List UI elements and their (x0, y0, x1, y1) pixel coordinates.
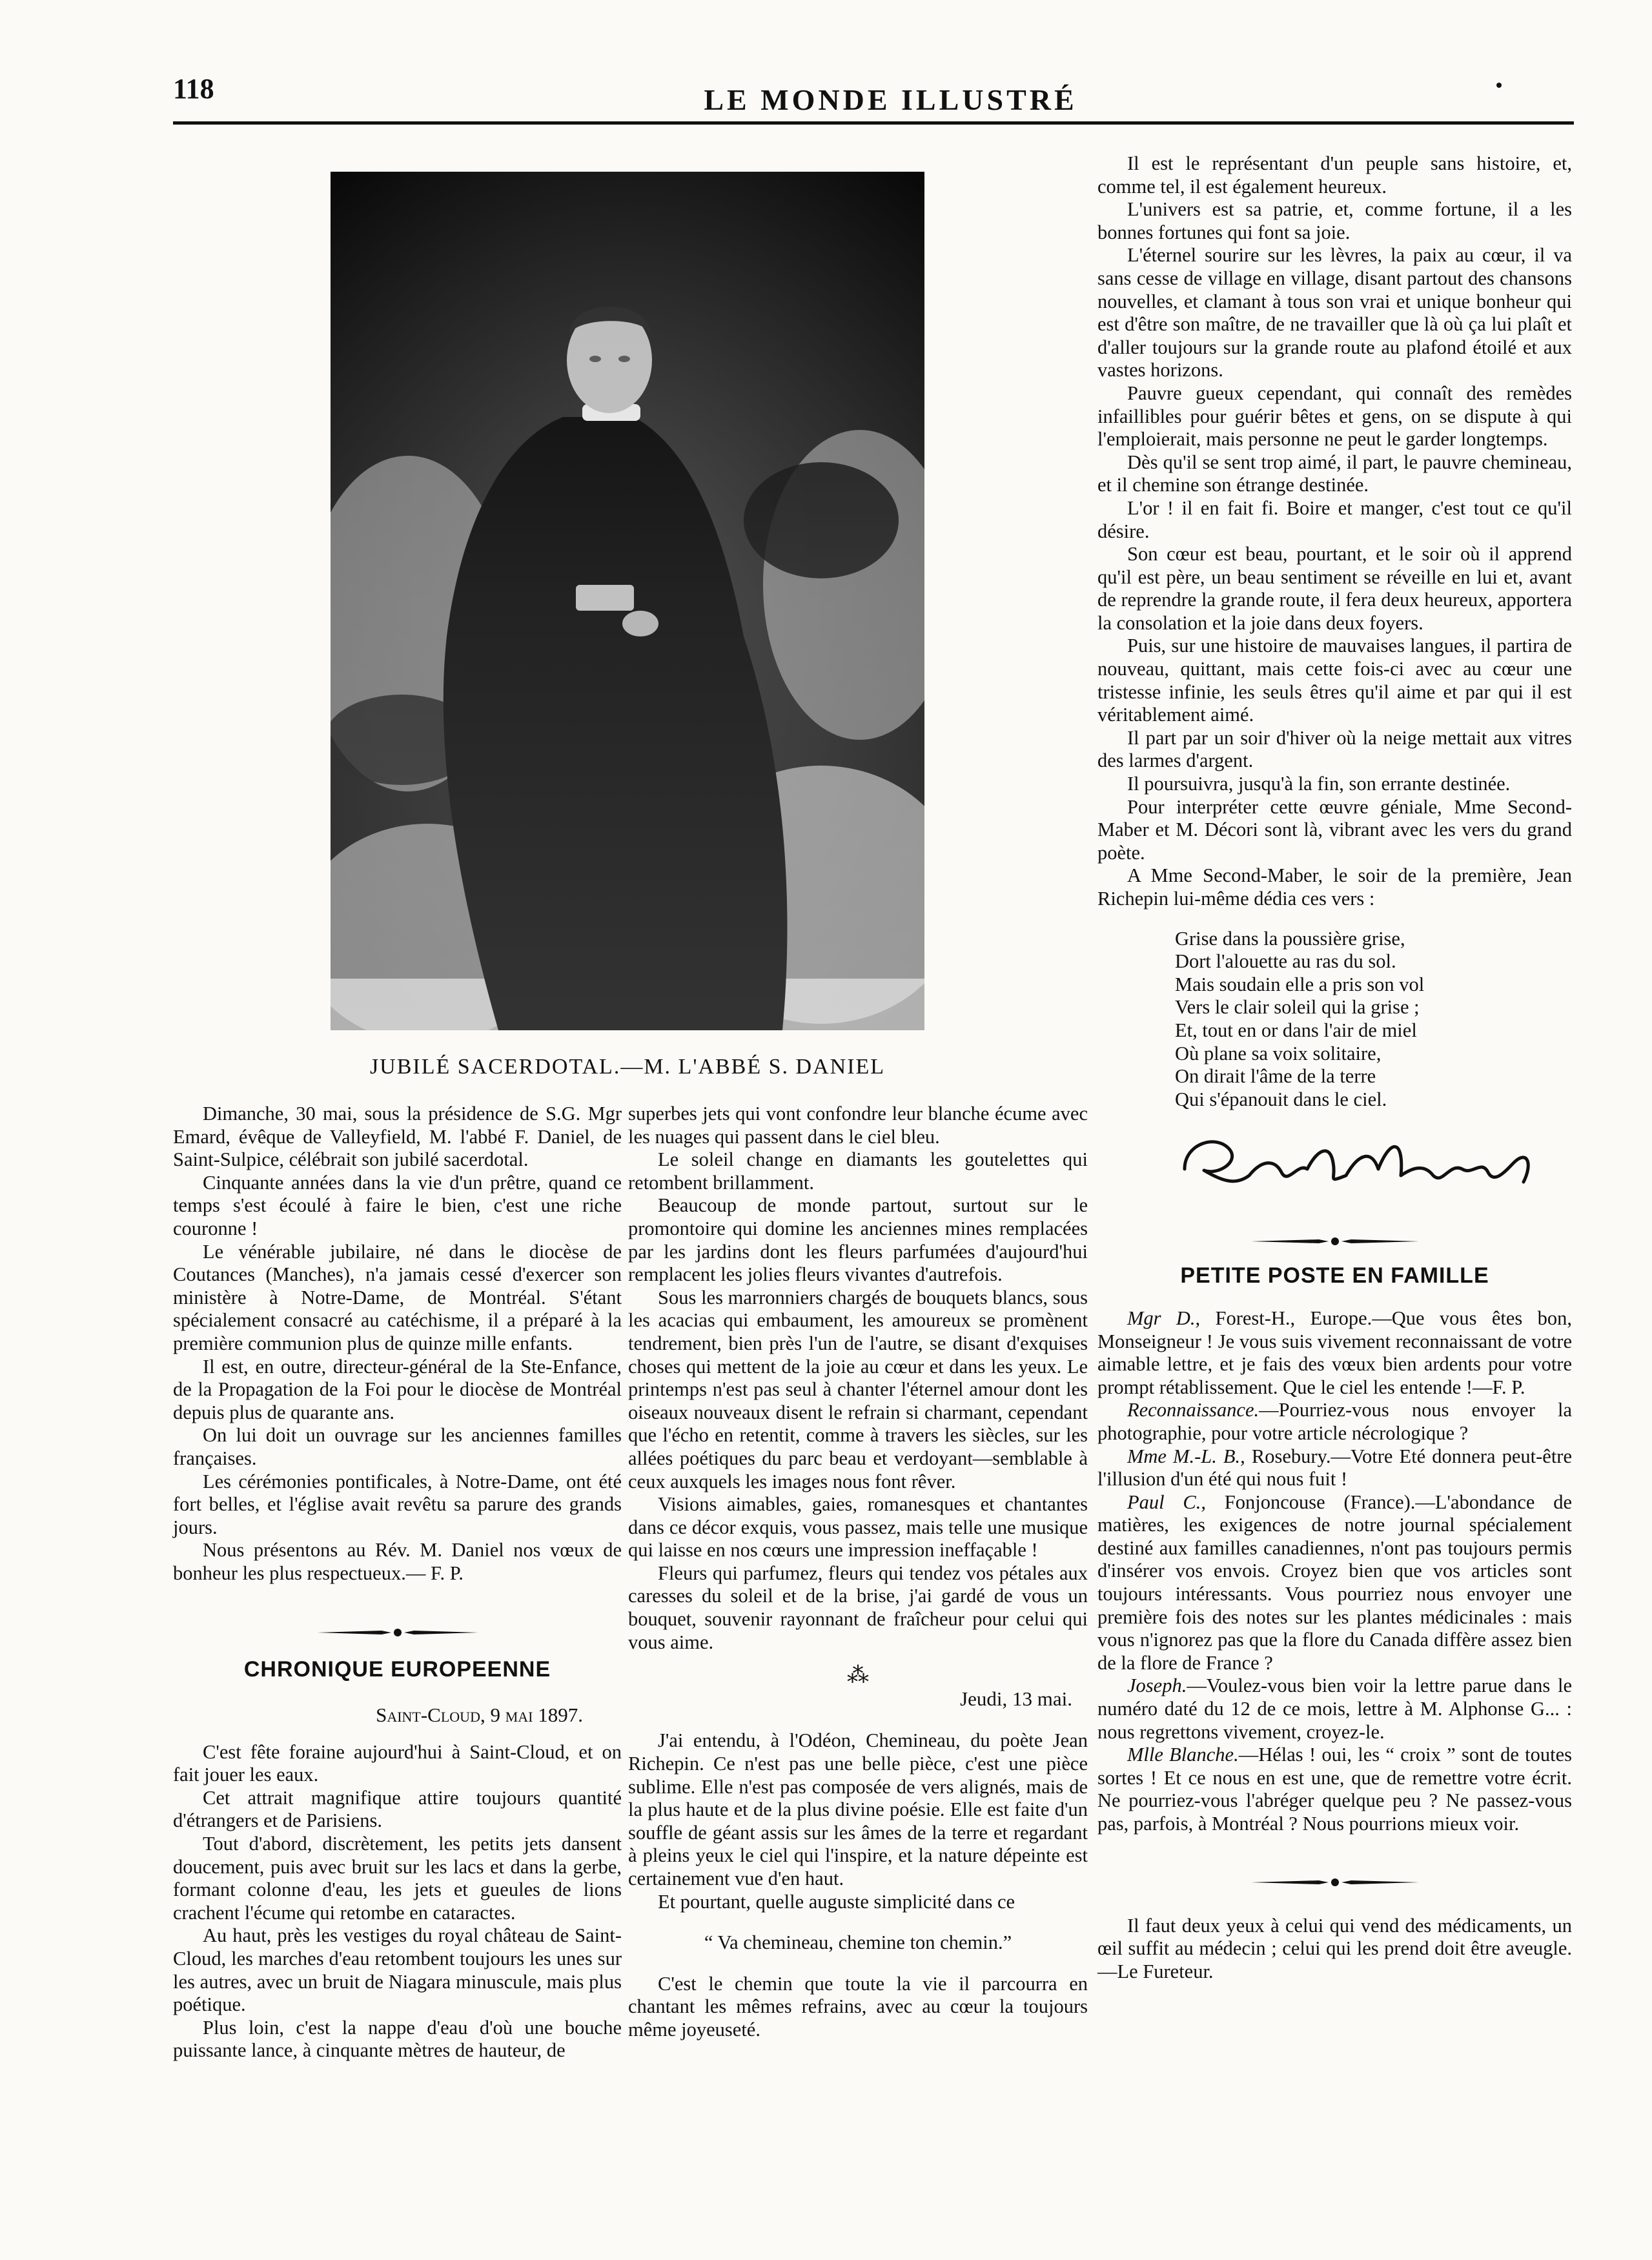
masthead-dot (1496, 83, 1502, 88)
poem (1175, 928, 1572, 1112)
paragraph: Le soleil change en diamants les goutelettes qui retombent brillamment. (628, 1148, 1088, 1194)
portrait-photo (331, 172, 924, 1030)
poem-line: Et, tout en or dans l'air de miel (1175, 1019, 1417, 1041)
chronique-title: CHRONIQUE EUROPEENNE (243, 1657, 551, 1682)
paragraph: L'or ! il en fait fi. Boire et manger, c'est tout ce qu'il désire. (1097, 496, 1572, 542)
paragraph: Beaucoup de monde partout, surtout sur le promontoire qui domine les anciennes mines remplacées par les jardins dont les fleurs parfumées d'aujourd'hui remplacent les jolies fleurs vivantes d'autrefois. (628, 1194, 1088, 1286)
paragraph: Fleurs qui parfumez, fleurs qui tendez vos pétales aux caresses du soleil et de la brise, j'ai gardé de vous un bouquet, souvenir rayonnant de fraîcheur pour celui qui vous aime. (628, 1562, 1088, 1653)
asterism: ⁂ (847, 1664, 869, 1688)
mail-entry-text: —Hélas ! oui, les “ croix ” sont de toutes sortes ! Et ce nous en est une, que de remettre votre écrit. Ne pourriez-vous l'abréger quelque peu ? Ne passez-vous pas, parfois, à Montréal ? Nous pourrions mieux voir. (1097, 1744, 1573, 1835)
paragraph: Les cérémonies pontificales, à Notre-Dame, ont été fort belles, et l'église avait revêtu sa parure des grands jours. (173, 1470, 622, 1538)
paragraph: C'est fête foraine aujourd'hui à Saint-Cloud, et on fait jouer les eaux. (173, 1740, 622, 1786)
paragraph: Cinquante années dans la vie d'un prêtre, quand ce temps s'est écoulé à faire le bien, c'est une riche couronne ! (173, 1171, 622, 1239)
article-jubile (173, 1103, 622, 2062)
closing-quip: Il faut deux yeux à celui qui vend des médicaments, un œil suffit au médecin ; celui qui les prend doit être aveugle.—Le Fureteur. (1097, 1914, 1572, 1982)
publication-title (0, 83, 1652, 117)
masthead-rule (173, 121, 1574, 125)
paragraph: Il est, en outre, directeur-général de la Ste-Enfance, de la Propagation de la Foi pour le diocèse de Montréal depuis plus de quarante ans. (173, 1355, 622, 1423)
mail-entry-name: Mme M.-L. B., (1127, 1445, 1245, 1467)
poem-line: Qui s'épanouit dans le ciel. (1175, 1088, 1387, 1110)
middle-dateline: Jeudi, 13 mai. (960, 1687, 1072, 1710)
quote-line: “ Va chemineau, chemine ton chemin.” (704, 1931, 1012, 1954)
article-chronique-suite (628, 1103, 1088, 2042)
poem-line: Dort l'alouette au ras du sol. (1175, 950, 1396, 973)
photo-caption: JUBILÉ SACERDOTAL.—M. L'ABBÉ S. DANIEL (369, 1055, 886, 1079)
poem-line: On dirait l'âme de la terre (1175, 1065, 1376, 1088)
paragraph: superbes jets qui vont confondre leur blanche écume avec les nuages qui passent dans le ciel bleu. (628, 1103, 1088, 1148)
paragraph: L'éternel sourire sur les lèvres, la paix au cœur, il va sans cesse de village en village, disant partout des chansons nouvelles, et clamant à tous son vrai et unique bonheur qui est d'être son maître, de ne travailler que là où ça lui plaît et d'aller toujours sur la grande route au plafond étoilé et aux vastes horizons. (1097, 244, 1572, 382)
paragraph: L'univers est sa patrie, et, comme fortune, il a les bonnes fortunes qui font sa joie. (1097, 198, 1572, 243)
paragraph: Pauvre gueux cependant, qui connaît des remèdes infaillibles pour guérir bêtes et gens, on se dispute à qui l'emploierait, mais personne ne peut le garder longtemps. (1097, 382, 1572, 451)
paragraph: Et pourtant, quelle auguste simplicité dans ce (658, 1890, 1015, 1913)
page-number: 118 (173, 73, 214, 105)
paragraph: J'ai entendu, à l'Odéon, Chemineau, du poète Jean Richepin. Ce n'est pas une belle pièce, c'est une pièce sublime. Elle n'est pas composée de vers alignés, mais de la plus haute et de la plus divine poésie. Elle est faite d'un souffle de géant assis sur les âmes de la terre et regardant à pleins yeux le ciel qui l'inspire, et la nature dépeinte est certainement vue d'en haut. (628, 1729, 1088, 1889)
mail-entry-name: Paul C., (1127, 1491, 1206, 1513)
ornament-divider (1251, 1235, 1419, 1248)
paragraph: Il part par un soir d'hiver où la neige mettait aux vitres des larmes d'argent. (1097, 726, 1572, 772)
mail-entry-text: Forest-H., Europe.—Que vous êtes bon, Monseigneur ! Je vous suis vivement reconnaissant de votre aimable lettre, et je fais des vœux bien ardents pour votre prompt rétablissement. Que le ciel les entende !—F. P. (1097, 1307, 1572, 1398)
handwritten-signature (1178, 1124, 1540, 1195)
paragraph: Au haut, près les vestiges du royal château de Saint-Cloud, les marches d'eau retombent toujours les unes sur les autres, avec un bruit de Niagara minuscule, mais plus poétique. (173, 1924, 622, 2016)
mail-entry (1097, 1445, 1572, 1491)
paragraph: Dimanche, 30 mai, sous la présidence de S.G. Mgr Emard, évêque de Valleyfield, M. l'abbé F. Daniel, de Saint-Sulpice, célébrait son jubilé sacerdotal. (173, 1103, 622, 1171)
poem-line: Où plane sa voix solitaire, (1175, 1042, 1382, 1064)
mail-entry-text: —Pourriez-vous nous envoyer la photographie, pour votre article nécrologique ? (1097, 1399, 1572, 1444)
portrait-illustration (331, 172, 924, 1030)
paragraph: Sous les marronniers chargés de bouquets blancs, sous les acacias qui embaument, les amoureux se promènent tendrement, bien près l'un de l'autre, se disant d'exquises choses qui mettent de la joie au cœur et dans les yeux. Le printemps n'est pas seul à chanter l'éternel amour dont les oiseaux nouveaux disent le refrain si charmant, cependant que l'écho en retentit, comme à travers les siècles, sur les allées poétiques du parc beau et verdoyant—semblable à ceux auxquels les images nous font rêver. (628, 1286, 1088, 1492)
mail-entry (1097, 1675, 1572, 1744)
paragraph: Nous présentons au Rév. M. Daniel nos vœux de bonheur les plus respectueux.— F. P. (173, 1539, 622, 1584)
petite-poste-title: PETITE POSTE EN FAMILLE (1180, 1263, 1489, 1288)
mail-entry (1097, 1307, 1572, 1399)
paragraph: Son cœur est beau, pourtant, et le soir où il apprend qu'il est père, un beau sentiment se réveille en lui et, avant de reprendre la grande route, il fera deux heureux, apportera la consolation et la joie dans deux foyers. (1097, 543, 1572, 634)
ornament-divider (1251, 1876, 1419, 1889)
paragraph: Pour interpréter cette œuvre géniale, Mme Second-Maber et M. Décori sont là, vibrant avec les vers du grand poète. (1097, 795, 1572, 864)
paragraph: Il poursuivra, jusqu'à la fin, son errante destinée. (1127, 773, 1511, 795)
mail-entry-text: Fonjoncouse (France).—L'abondance de matières, les exigences de notre journal spécialement destiné aux familles canadiennes, n'ont pas toujours permis d'insérer vos envois. Croyez bien que vos articles sont toujours intéressants. Vous pourriez nous envoyer une première fois des notes sur les plantes médicinales : mais vous n'ignorez pas que la flore du Canada diffère assez bien de la flore de France ? (1097, 1491, 1572, 1674)
paragraph: C'est le chemin que toute la vie il parcourra en chantant les mêmes refrains, avec au cœur la toujours même joyeuseté. (628, 1972, 1088, 2041)
paragraph: A Mme Second-Maber, le soir de la première, Jean Richepin lui-même dédia ces vers : (1097, 864, 1572, 910)
paragraph: On lui doit un ouvrage sur les anciennes familles françaises. (173, 1424, 622, 1469)
poem-line: Vers le clair soleil qui la grise ; (1175, 996, 1420, 1019)
mail-entry-text: —Voulez-vous bien voir la lettre parue dans le numéro daté du 12 de ce mois, lettre à M. Alphonse G... : nous regrettons vivement, croyez-le. (1097, 1675, 1572, 1743)
paragraph: Cet attrait magnifique attire toujours quantité d'étrangers et de Parisiens. (173, 1786, 622, 1832)
paragraph: Puis, sur une histoire de mauvaises langues, il partira de nouveau, quittant, mais cette fois-ci avec au cœur une tristesse infinie, les seuls êtres qu'il aime et par qui il est véritablement aimé. (1097, 635, 1572, 726)
publication-title-text: LE MONDE ILLUSTRÉ (704, 83, 1077, 116)
mail-entry (1097, 1744, 1572, 1835)
paragraph: Tout d'abord, discrètement, les petits jets dansent doucement, puis avec bruit sur les lacs et dans la gerbe, formant colonne d'eau, les jets et gueules de lions crachent l'écume qui retombe en cataractes. (173, 1833, 622, 1924)
mail-entry-name: Reconnaissance. (1127, 1399, 1259, 1421)
chronique-dateline: Saint-Cloud, 9 mai 1897. (376, 1704, 583, 1727)
paragraph: Dès qu'il se sent trop aimé, il part, le pauvre chemineau, et il chemine son étrange destinée. (1097, 451, 1572, 496)
mail-entry-text: Rosebury.—Votre Eté donnera peut-être l'illusion d'un été qui nous fuit ! (1097, 1445, 1572, 1491)
mail-entry-name: Mlle Blanche. (1127, 1744, 1239, 1766)
poem-line: Mais soudain elle a pris son vol (1175, 973, 1425, 995)
paragraph: Le vénérable jubilaire, né dans le diocèse de Coutances (Manches), n'a jamais cessé d'exercer son ministère à Notre-Dame, de Montréal. S'étant spécialement consacré au catéchisme, il a préparé à la première communion plus de quinze mille enfants. (173, 1240, 622, 1354)
mail-entry-name: Joseph. (1127, 1675, 1187, 1697)
paragraph: Il est le représentant d'un peuple sans histoire, et, comme tel, il est également heureux. (1097, 152, 1572, 198)
poem-line: Grise dans la poussière grise, (1175, 927, 1405, 950)
mail-entry (1097, 1399, 1572, 1445)
mail-entry (1097, 1491, 1572, 1675)
article-chemineau (1097, 152, 1572, 1983)
mail-entry-name: Mgr D., (1127, 1307, 1201, 1329)
paragraph: Visions aimables, gaies, romanesques et chantantes dans ce décor exquis, vous passez, mais telle une musique qui laisse en nos cœurs une impression ineffaçable ! (628, 1493, 1088, 1562)
ornament-divider (317, 1626, 478, 1639)
paragraph: Plus loin, c'est la nappe d'eau d'où une bouche puissante lance, à cinquante mètres de hauteur, de (173, 2016, 622, 2062)
